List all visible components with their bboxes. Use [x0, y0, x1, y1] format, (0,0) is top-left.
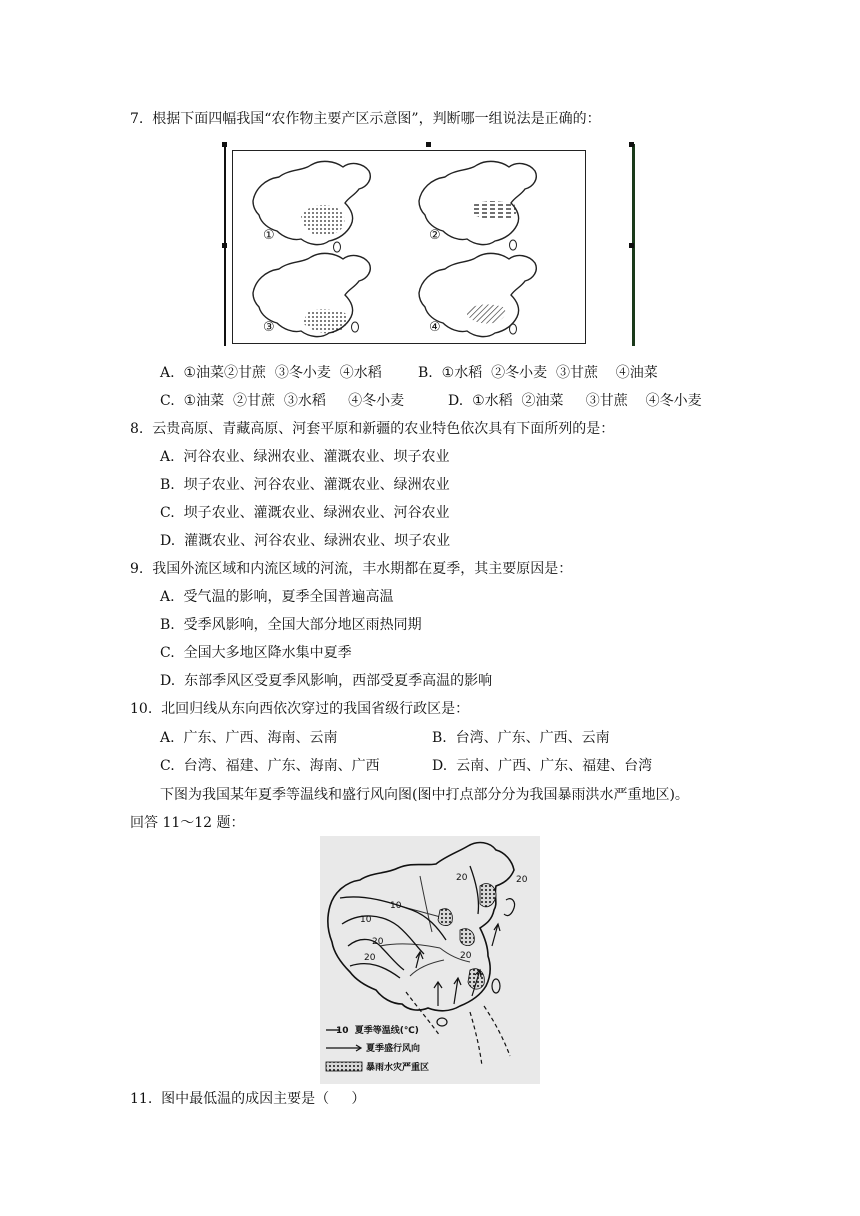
q9-option-a: A. 受气温的影响，夏季全国普遍高温 — [160, 589, 394, 605]
summer-isotherm-wind-map — [320, 836, 540, 1084]
map-2-label: ② — [429, 228, 441, 243]
china-isotherm-map — [320, 836, 540, 1084]
q8-option-c: C. 坝子农业、灌溉农业、绿洲农业、河谷农业 — [160, 505, 450, 521]
isotherm-20-west — [350, 964, 400, 978]
intro-line-1: 下图为我国某年夏季等温线和盛行风向图(图中打点部分分为我国暴雨洪水严重地区)。 — [160, 787, 689, 803]
q8-option-a: A. 河谷农业、绿洲农业、灌溉农业、坝子农业 — [160, 449, 450, 465]
isotherm-label: 20 — [516, 875, 528, 885]
taiwan-island — [492, 979, 500, 993]
q7-stem: 7. 根据下面四幅我国“农作物主要产区示意图”，判断哪一组说法是正确的： — [130, 111, 601, 127]
map-4-label: ④ — [429, 320, 441, 335]
q11-stem: 11. 图中最低温的成因主要是（ ） — [130, 1091, 366, 1107]
wind-arrows — [416, 924, 500, 1006]
q10-option-b: B. 台湾、广东、广西、云南 — [432, 730, 610, 746]
legend-isotherm: 10 夏季等温线(℃) — [336, 1026, 419, 1036]
q9-stem: 9. 我国外流区域和内流区域的河流，丰水期都在夏季，其主要原因是： — [130, 561, 573, 577]
q9-option-b: B. 受季风影响，全国大部分地区雨热同期 — [160, 617, 422, 633]
resize-handle — [426, 142, 431, 147]
isotherm-label: 10 — [390, 901, 402, 911]
resize-handle — [222, 142, 227, 147]
q7-option-c: C. ①油菜 ②甘蔗 ③水稻 ④冬小麦 — [160, 393, 405, 409]
rain-area — [480, 884, 496, 907]
intro-line-2: 回答 11～12 题： — [130, 815, 245, 831]
figure-frame — [232, 150, 586, 344]
q9-option-d: D. 东部季风区受夏季风影响，西部受夏季高温的影响 — [160, 673, 493, 689]
q7-option-b: B. ①水稻 ②冬小麦 ③甘蔗 ④油菜 — [418, 365, 658, 381]
legend-rain: 暴雨水灾严重区 — [366, 1063, 430, 1073]
resize-handle — [222, 243, 227, 248]
q10-option-a: A. 广东、广西、海南、云南 — [160, 730, 338, 746]
legend-rain-symbol — [326, 1062, 362, 1071]
resize-handle — [629, 243, 634, 248]
q7-option-a: A. ①油菜②甘蔗 ③冬小麦 ④水稻 — [160, 365, 382, 381]
map-1-label: ① — [263, 228, 275, 243]
q10-stem: 10. 北回归线从东向西依次穿过的我国省级行政区是： — [130, 701, 470, 717]
q10-option-d: D. 云南、广西、广东、福建、台湾 — [432, 758, 653, 774]
four-china-maps — [233, 151, 585, 343]
isotherm-label: 20 — [456, 873, 468, 883]
china-outline — [328, 843, 514, 1011]
isotherm-label: 20 — [372, 937, 384, 947]
isotherm-label: 20 — [364, 953, 376, 963]
hainan-island — [437, 1018, 447, 1026]
q8-option-b: B. 坝子农业、河谷农业、灌溉农业、绿洲农业 — [160, 477, 450, 493]
isotherm-20-northeast — [470, 866, 479, 914]
q8-stem: 8. 云贵高原、青藏高原、河套平原和新疆的农业特色依次具有下面所列的是： — [130, 421, 615, 437]
legend-wind: 夏季盛行风向 — [366, 1044, 421, 1054]
rain-area — [468, 969, 484, 989]
crop-region-maps-figure — [224, 140, 636, 350]
q7-option-d: D. ①水稻 ②油菜 ③甘蔗 ④冬小麦 — [448, 393, 702, 409]
isotherm-label: 10 — [360, 915, 372, 925]
sea-boundary-dashes — [406, 992, 510, 1066]
resize-handle — [629, 142, 634, 147]
q8-option-d: D. 灌溉农业、河谷农业、绿洲农业、坝子农业 — [160, 533, 451, 549]
map-3-label: ③ — [263, 320, 275, 335]
isotherm-label: 20 — [460, 951, 472, 961]
rain-area — [460, 929, 474, 946]
q10-option-c: C. 台湾、福建、广东、海南、广西 — [160, 758, 380, 774]
q9-option-c: C. 全国大多地区降水集中夏季 — [160, 645, 352, 661]
rain-area — [438, 909, 452, 926]
